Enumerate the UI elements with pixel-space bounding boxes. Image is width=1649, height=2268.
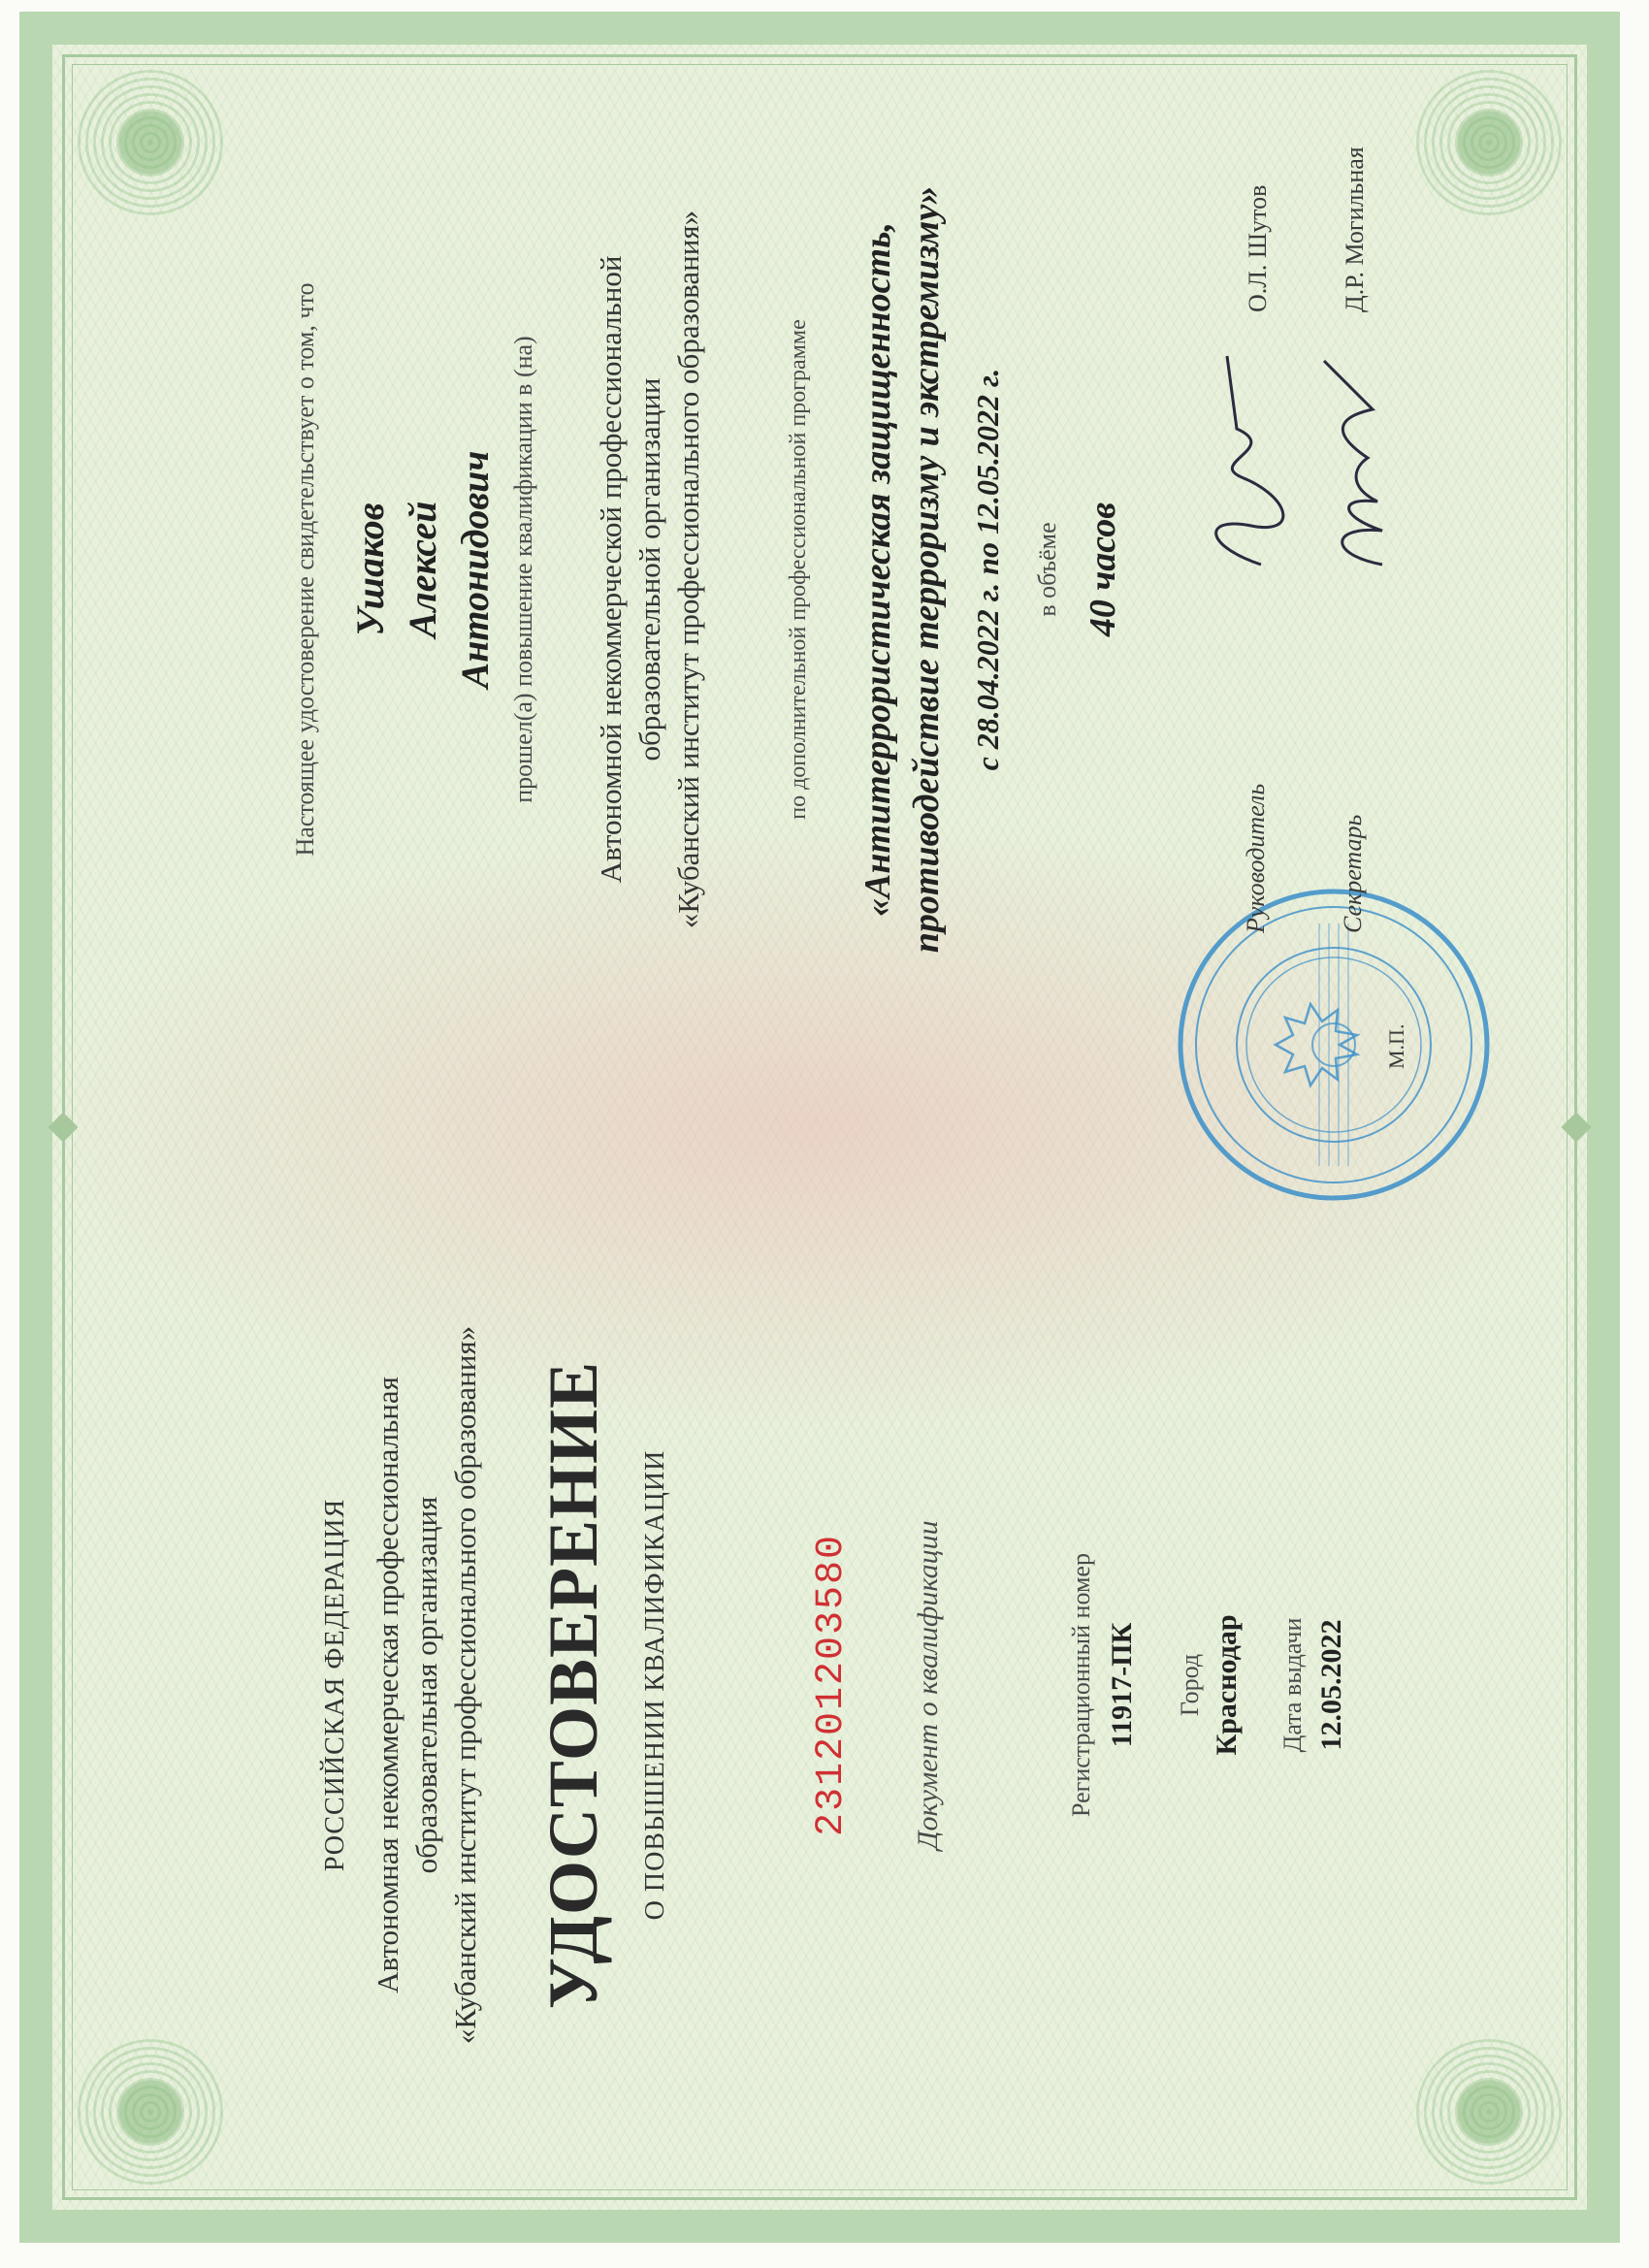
program-intro: по дополнительной профессиональной программе xyxy=(786,319,811,820)
content-panel xyxy=(19,12,1620,1127)
document-kind: Документ о квалификации xyxy=(912,1520,944,1850)
certificate-sheet xyxy=(19,12,1620,2243)
stamp-place-mark: М.П. xyxy=(1384,1023,1408,1069)
head-role-label: Руководитель xyxy=(1242,783,1270,933)
official-seal-icon xyxy=(1174,885,1494,1205)
issue-date-label: Дата выдачи xyxy=(1278,1617,1307,1753)
secretary-signature-icon xyxy=(1300,341,1406,584)
training-dates: с 28.04.2022 г. по 12.05.2022 г. xyxy=(970,368,1005,771)
issuer-name xyxy=(369,1127,485,2243)
city-label: Город xyxy=(1176,1653,1204,1717)
institution-name xyxy=(592,12,708,1127)
program-line: противодействие терроризму и экстремизму» xyxy=(906,185,947,954)
program-title xyxy=(854,12,951,1127)
training-hours: 40 часов xyxy=(1083,502,1123,637)
secretary-name: Д.Р. Могильная xyxy=(1341,146,1369,312)
issue-date-value: 12.05.2022 xyxy=(1315,1619,1347,1751)
institution-line: «Кубанский институт профессионального образования» xyxy=(671,210,705,929)
holder-name xyxy=(344,12,501,1127)
secretary-role-label: Секретарь xyxy=(1339,814,1367,933)
issuer-line: «Кубанский институт профессионального образования» xyxy=(448,1325,482,2045)
document-subtitle: О ПОВЫШЕНИИ КВАЛИФИКАЦИИ xyxy=(640,1449,670,1921)
registration-number: 11917-ПК xyxy=(1106,1622,1138,1748)
country-heading: РОССИЙСКАЯ ФЕДЕРАЦИЯ xyxy=(320,1498,350,1872)
holder-patronymic: Антонидович xyxy=(453,450,497,689)
issuer-line: образовательная организация xyxy=(409,1496,443,1874)
cover-panel xyxy=(19,1127,1620,2243)
registration-label: Регистрационный номер xyxy=(1067,1553,1095,1817)
head-signature-icon xyxy=(1183,341,1300,584)
head-name: О.Л. Шутов xyxy=(1244,184,1272,312)
volume-label: в объёме xyxy=(1033,522,1061,617)
holder-first-name: Алексей xyxy=(401,501,444,638)
issuer-line: Автономная некоммерческая профессиональная xyxy=(371,1377,404,1993)
city-value: Краснодар xyxy=(1211,1614,1243,1756)
program-line: «Антитеррористическая защищенность, xyxy=(857,222,898,917)
holder-surname: Ушаков xyxy=(348,502,392,636)
document-title: УДОСТОВЕРЕНИЕ xyxy=(534,1360,612,2010)
completed-text: прошел(а) повышение квалификации в (на) xyxy=(509,336,537,803)
institution-line: Автономной некоммерческой профессиональной xyxy=(594,255,628,884)
institution-line: образовательной организации xyxy=(632,377,666,761)
serial-number: 231201203580 xyxy=(810,1533,854,1837)
intro-text: Настоящее удостоверение свидетельствует о том, что xyxy=(291,282,319,857)
